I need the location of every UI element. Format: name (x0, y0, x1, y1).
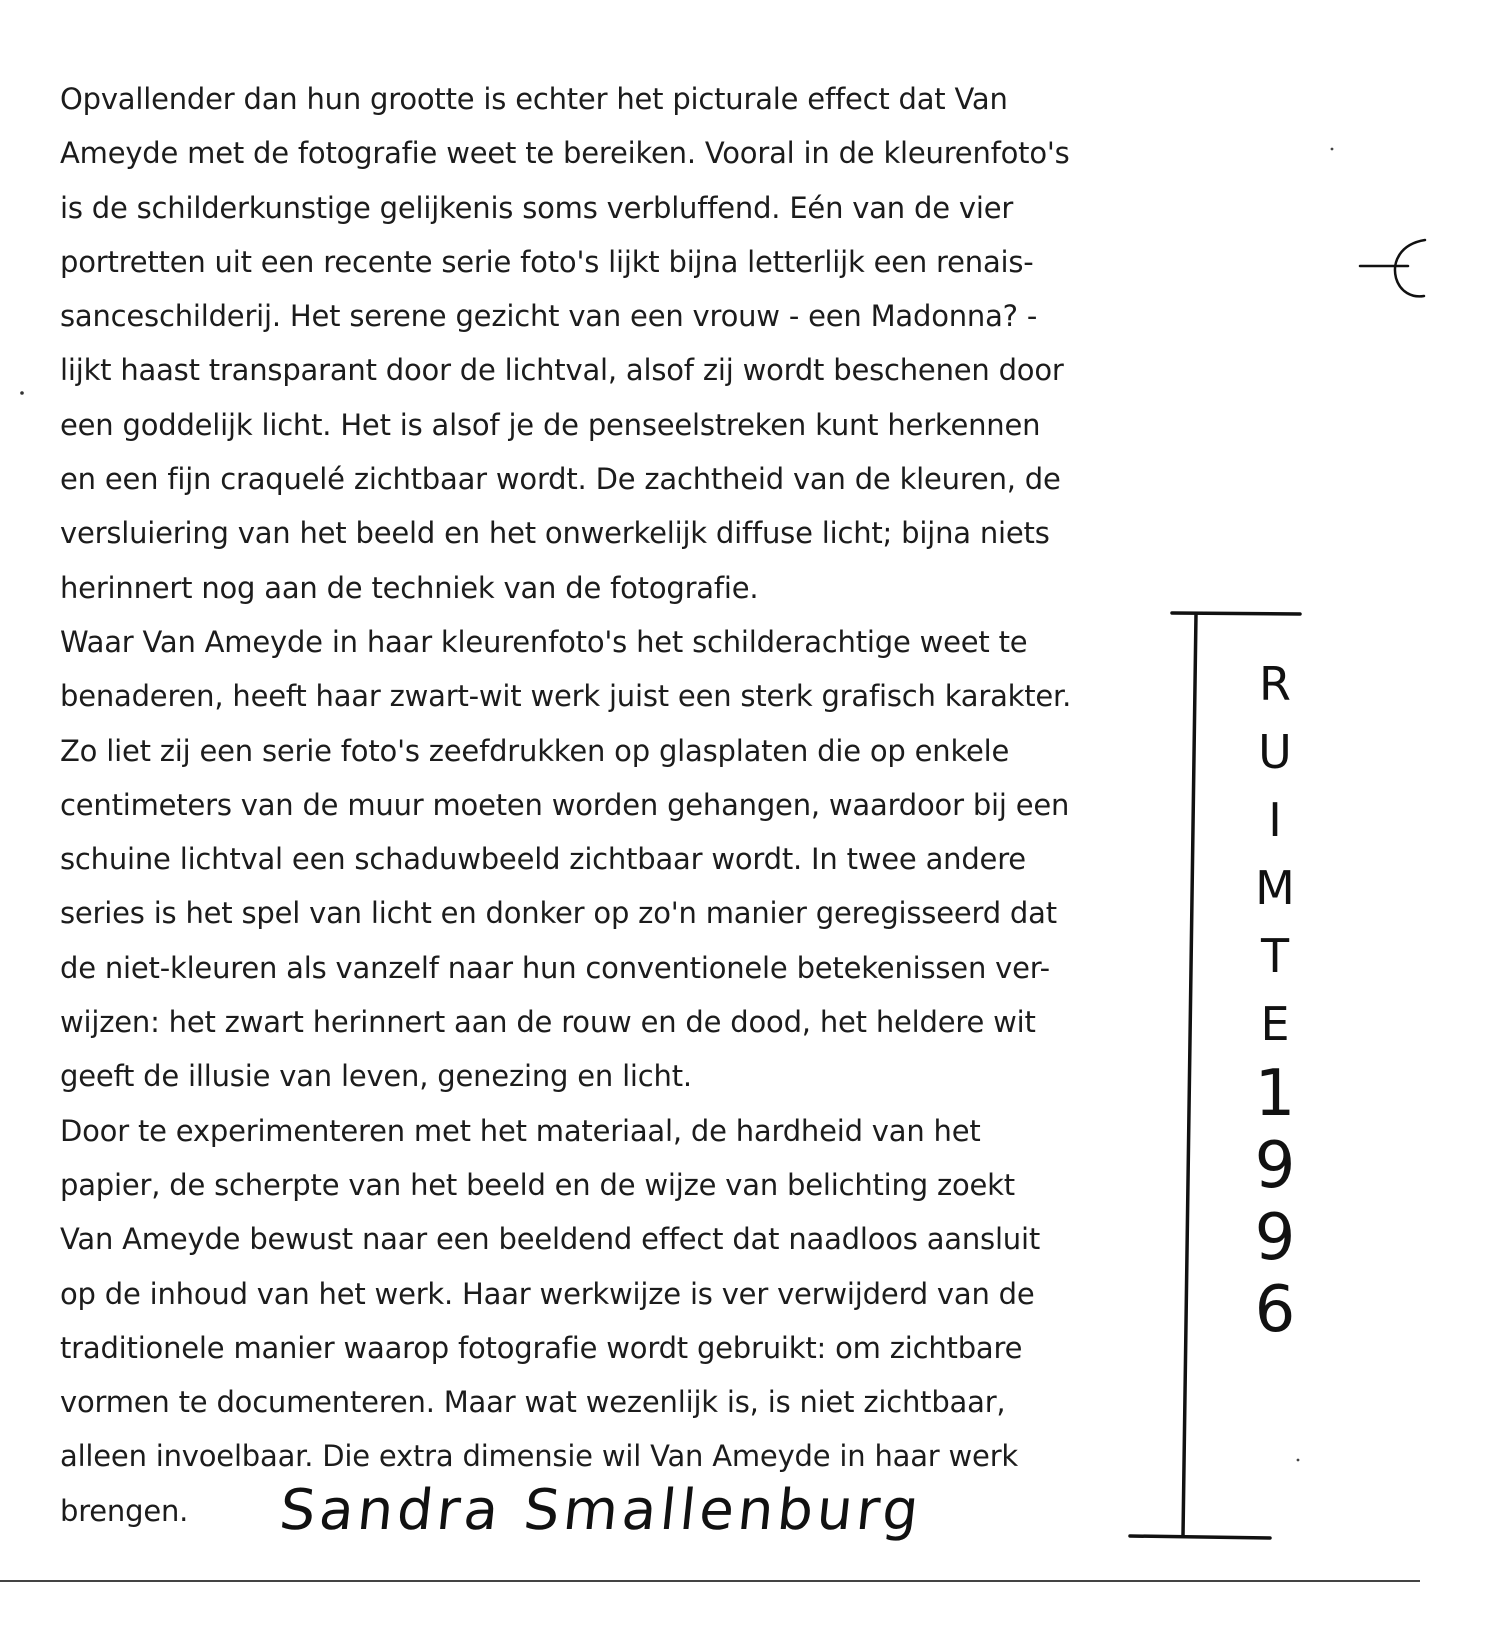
margin-note-char: 1 (1254, 1057, 1296, 1131)
margin-note-char: R (1259, 657, 1291, 711)
text-line: Ameyde met de fotografie weet te bereiken. Vooral in de kleurenfoto's (60, 136, 1070, 171)
text-line: de niet-kleuren als vanzelf naar hun conventionele betekenissen ver- (60, 950, 1050, 985)
text-line: Waar Van Ameyde in haar kleurenfoto's het schilderachtige weet te (60, 624, 1028, 659)
text-line: alleen invoelbaar. Die extra dimensie wil Van Ameyde in haar werk (60, 1439, 1019, 1474)
text-line: Opvallender dan hun grootte is echter het picturale effect dat Van (60, 82, 1008, 116)
text-line: schuine lichtval een schaduwbeeld zichtbaar wordt. In twee andere (60, 842, 1026, 877)
stray-dot (20, 391, 24, 395)
handwritten-margin-note (1240, 650, 1310, 1346)
text-line: series is het spel van licht en donker op zo'n manier geregisseerd dat (60, 896, 1057, 931)
text-line: lijkt haast transparant door de lichtval, alsof zij wordt beschenen door (60, 353, 1064, 388)
margin-note-char: 6 (1254, 1273, 1296, 1347)
margin-note-char: T (1260, 929, 1290, 983)
text-line: op de inhoud van het werk. Haar werkwijze is ver verwijderd van de (60, 1276, 1035, 1311)
article-text (60, 72, 1100, 1538)
text-line: Zo liet zij een serie foto's zeefdrukken op glasplaten die op enkele (60, 733, 1010, 768)
text-line: portretten uit een recente serie foto's lijkt bijna letterlijk een renais- (60, 244, 1034, 279)
margin-note-char: M (1255, 861, 1295, 915)
handwritten-author-name: Sandra Smallenburg (276, 1478, 926, 1543)
margin-note-char: U (1258, 725, 1292, 779)
text-line: en een fijn craquelé zichtbaar wordt. De zachtheid van de kleuren, de (60, 462, 1061, 497)
margin-note-char: 9 (1254, 1129, 1296, 1203)
text-line: papier, de scherpte van het beeld en de wijze van belichting zoekt (60, 1167, 1015, 1202)
text-line: sanceschilderij. Het serene gezicht van een vrouw - een Madonna? - (60, 299, 1038, 334)
text-line: is de schilderkunstige gelijkenis soms verbluffend. Eén van de vier (60, 190, 1014, 225)
text-line: benaderen, heeft haar zwart-wit werk juist een sterk grafisch karakter. (60, 679, 1072, 714)
text-line: versluiering van het beeld en het onwerkelijk diffuse licht; bijna niets (60, 516, 1050, 551)
margin-arrow-mark (1360, 240, 1425, 296)
margin-note-char: I (1268, 793, 1282, 847)
bottom-rule-line (0, 1580, 1420, 1582)
text-line: traditionele manier waarop fotografie wordt gebruikt: om zichtbare (60, 1330, 1023, 1365)
text-line: brengen. (60, 1493, 189, 1528)
text-line: centimeters van de muur moeten worden gehangen, waardoor bij een (60, 787, 1070, 822)
text-line: vormen te documenteren. Maar wat wezenlijk is, is niet zichtbaar, (60, 1385, 1006, 1420)
text-line: herinnert nog aan de techniek van de fotografie. (60, 570, 759, 605)
stray-dot (1297, 1459, 1300, 1462)
margin-note-char: E (1260, 997, 1290, 1051)
text-line: wijzen: het zwart herinnert aan de rouw en de dood, het heldere wit (60, 1005, 1036, 1040)
text-line: een goddelijk licht. Het is alsof je de penseelstreken kunt herkennen (60, 407, 1041, 442)
text-line: Door te experimenteren met het materiaal, de hardheid van het (60, 1113, 981, 1148)
margin-note-char: 9 (1254, 1201, 1296, 1275)
text-line: Van Ameyde bewust naar een beeldend effect dat naadloos aansluit (60, 1222, 1041, 1257)
text-line: geeft de illusie van leven, genezing en licht. (60, 1059, 692, 1094)
stray-dot (1331, 148, 1334, 151)
